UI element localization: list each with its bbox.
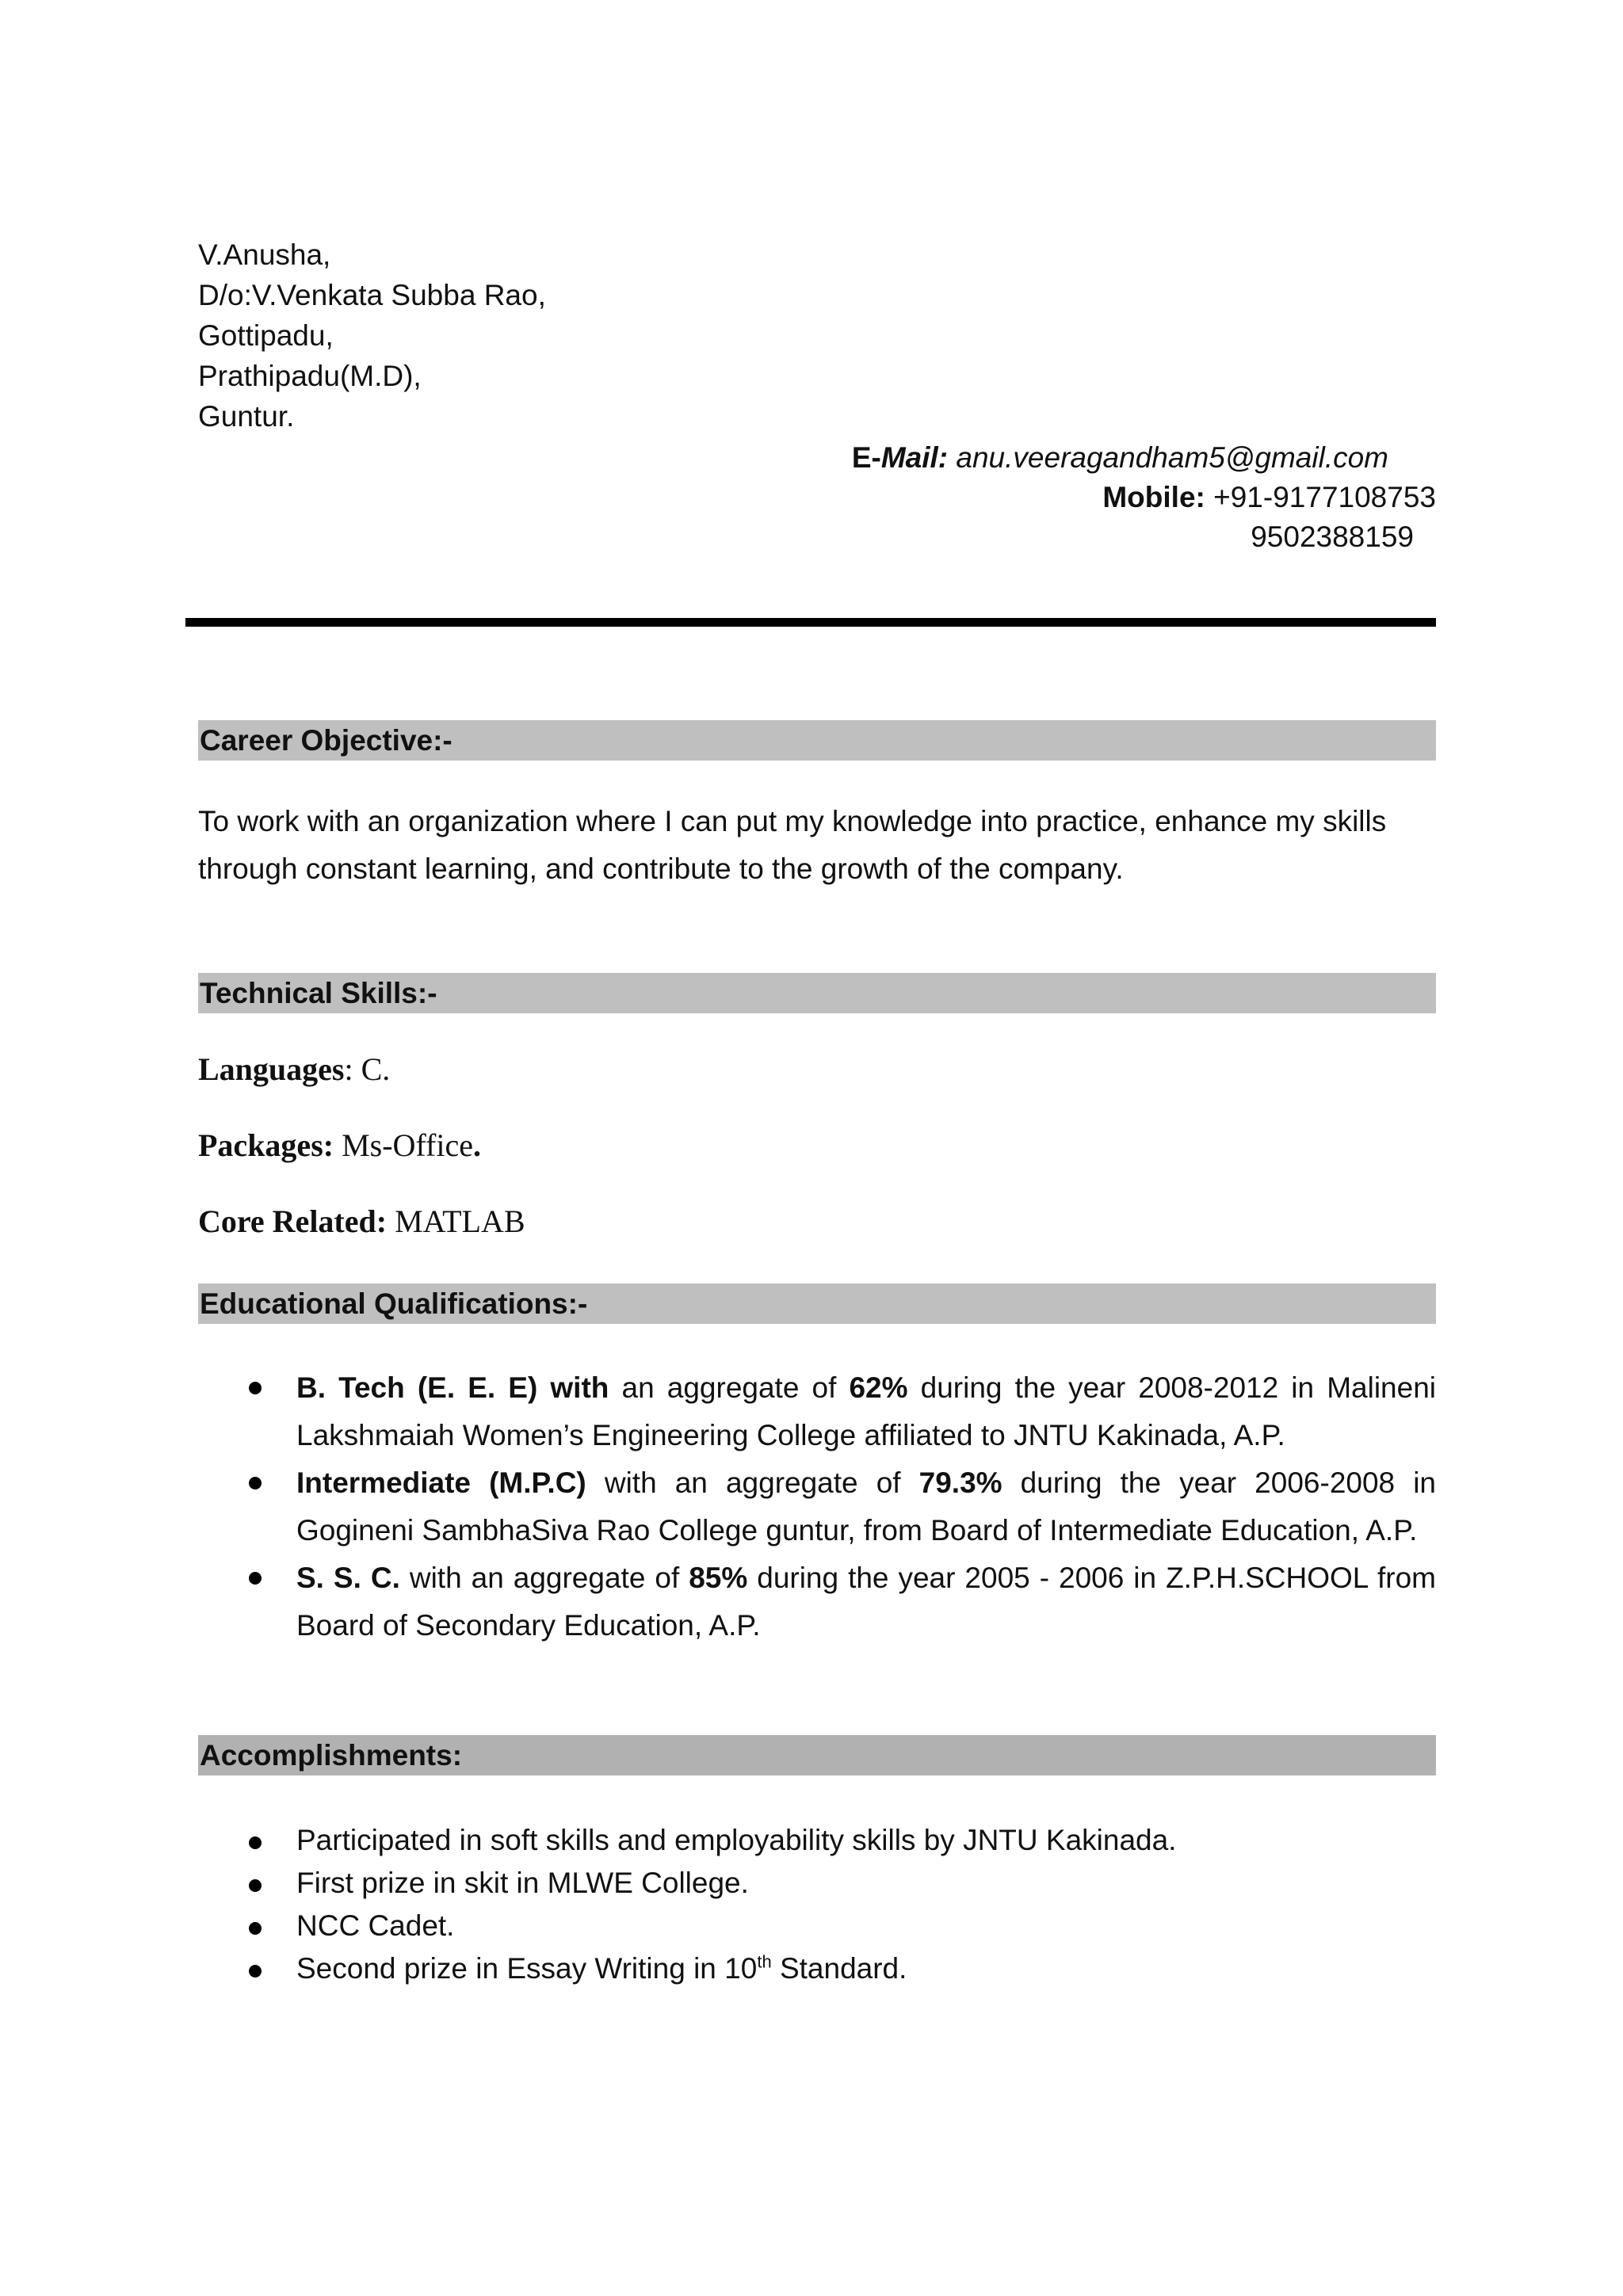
skill-core bbox=[198, 1203, 525, 1240]
bullet-icon bbox=[249, 1965, 262, 1978]
address-line: D/o:V.Venkata Subba Rao, bbox=[198, 279, 546, 311]
education-score: 85% bbox=[689, 1562, 748, 1594]
accomplishment-item bbox=[296, 1819, 1436, 1862]
accomplishment-item bbox=[296, 1947, 1436, 1990]
education-list bbox=[296, 1364, 1436, 1650]
email-label-e: E- bbox=[851, 441, 881, 474]
mobile-value-secondary: 9502388159 bbox=[1251, 521, 1414, 553]
bullet-icon bbox=[249, 1922, 262, 1935]
accomplishments-list bbox=[296, 1819, 1436, 1990]
bullet-icon bbox=[249, 1382, 262, 1394]
email-label-mail: Mail: bbox=[880, 441, 949, 474]
career-objective-heading: Career Objective:- bbox=[198, 720, 1436, 761]
education-item bbox=[296, 1364, 1436, 1459]
accomplishment-text: Participated in soft skills and employability skills by JNTU Kakinada. bbox=[296, 1824, 1177, 1856]
accomplishment-item bbox=[296, 1862, 1436, 1905]
education-text: during the year 2005 - 2006 in Z.P.H.SCHOOL from Board of Secondary Education, A.P. bbox=[296, 1562, 1436, 1642]
accomplishment-item bbox=[296, 1905, 1436, 1947]
education-text: an aggregate of bbox=[609, 1371, 850, 1404]
address-line: Guntur. bbox=[198, 400, 295, 433]
header-divider bbox=[185, 618, 1436, 627]
mobile-row bbox=[1102, 477, 1436, 517]
skill-languages-value: : C. bbox=[344, 1051, 391, 1087]
education-text: with an aggregate of bbox=[586, 1466, 919, 1499]
mobile-row-secondary bbox=[1251, 517, 1414, 557]
accomplishment-text: First prize in skit in MLWE College. bbox=[296, 1867, 749, 1899]
education-score: 79.3% bbox=[918, 1466, 1002, 1499]
ordinal-superscript: th bbox=[757, 1951, 772, 1972]
skill-packages-label: Packages: bbox=[198, 1127, 334, 1163]
skill-packages-end: . bbox=[472, 1127, 481, 1163]
accomplishments-heading: Accomplishments: bbox=[198, 1735, 1436, 1775]
education-item bbox=[296, 1459, 1436, 1554]
bullet-icon bbox=[249, 1879, 262, 1892]
mobile-value: +91-9177108753 bbox=[1213, 481, 1436, 513]
address-line: Prathipadu(M.D), bbox=[198, 360, 422, 392]
email-value: anu.veeragandham5@gmail.com bbox=[956, 441, 1388, 474]
address-block bbox=[198, 235, 546, 437]
accomplishment-text: Second prize in Essay Writing in 10 bbox=[296, 1952, 758, 1985]
education-degree: S. S. C. bbox=[296, 1562, 400, 1594]
career-objective-text: To work with an organization where I can put my knowledge into practice, enhance my skills through constant learning, and contribute to the growth of the company. bbox=[198, 805, 1387, 885]
skill-packages-value: Ms-Office bbox=[334, 1127, 473, 1163]
accomplishment-text: NCC Cadet. bbox=[296, 1909, 455, 1942]
skill-packages bbox=[198, 1127, 481, 1164]
education-item bbox=[296, 1554, 1436, 1650]
bullet-icon bbox=[249, 1836, 262, 1849]
education-heading: Educational Qualifications:- bbox=[198, 1283, 1436, 1324]
address-line: V.Anusha, bbox=[198, 238, 331, 271]
skill-languages bbox=[198, 1051, 390, 1088]
education-score: 62% bbox=[849, 1371, 908, 1404]
bullet-icon bbox=[249, 1477, 262, 1489]
skill-core-value: MATLAB bbox=[387, 1203, 525, 1239]
accomplishment-text: Standard. bbox=[771, 1952, 907, 1985]
technical-skills-heading: Technical Skills:- bbox=[198, 973, 1436, 1013]
education-text: during the year 2008-2012 in Malineni Lakshmaiah Women’s Engineering College affiliated to JNTU Kakinada, A.P. bbox=[296, 1371, 1436, 1451]
bullet-icon bbox=[249, 1572, 262, 1585]
education-text: during the year 2006-2008 in Gogineni SambhaSiva Rao College guntur, from Board of Intermediate Education, A.P. bbox=[296, 1466, 1437, 1547]
mobile-label: Mobile: bbox=[1102, 481, 1205, 513]
education-degree: B. Tech (E. E. E) with bbox=[296, 1371, 609, 1404]
education-degree: Intermediate (M.P.C) bbox=[296, 1466, 586, 1499]
skill-core-label: Core Related: bbox=[198, 1203, 388, 1239]
email-row bbox=[852, 437, 1388, 478]
address-line: Gottipadu, bbox=[198, 319, 334, 352]
skill-languages-label: Languages bbox=[198, 1051, 345, 1087]
education-text: with an aggregate of bbox=[399, 1562, 689, 1594]
